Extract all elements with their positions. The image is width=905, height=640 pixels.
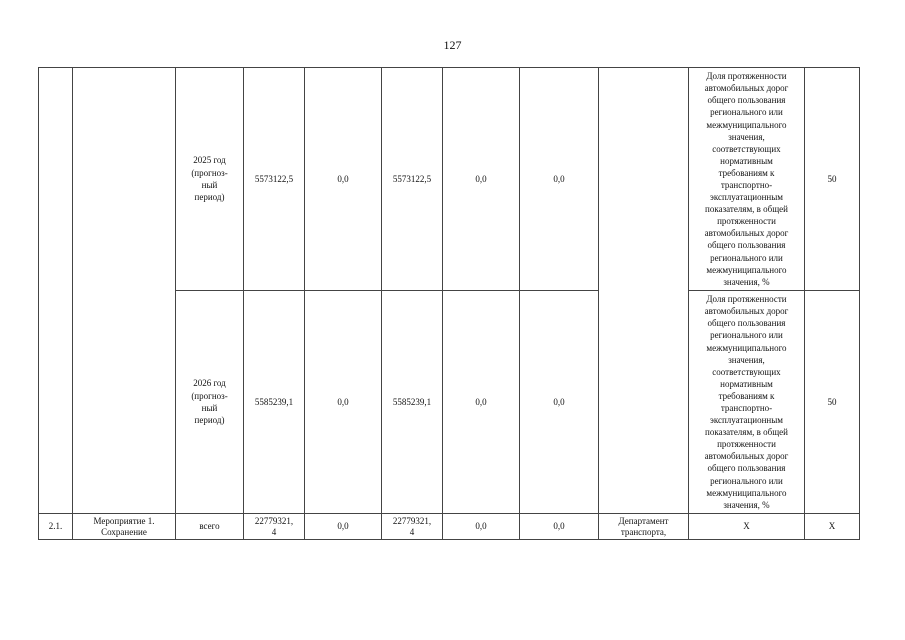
indicator-line: автомобильных дорог <box>704 83 789 94</box>
indicator-line: значения, <box>728 354 765 365</box>
value-cell: 0,0 <box>520 68 599 291</box>
name-cell <box>73 514 176 540</box>
executor-line: Департамент <box>618 515 669 526</box>
year-line: период) <box>194 192 225 203</box>
total-cell: 5573122,5 <box>244 68 305 291</box>
indicator-line: нормативным <box>720 155 773 166</box>
year-line: 2025 год <box>193 155 226 166</box>
target-cell: Х <box>805 514 860 540</box>
indicator-line: общего пользования <box>707 240 786 251</box>
indicator-line: Доля протяженности <box>706 294 787 305</box>
value-cell: 0,0 <box>443 68 520 291</box>
indicator-cell <box>689 68 805 291</box>
indicator-line: показателям, в общей <box>705 204 788 215</box>
table-row <box>39 514 860 540</box>
name-line: Мероприятие 1. <box>93 515 155 526</box>
value-cell: 0,0 <box>305 68 382 291</box>
indicator-line: требованиям к <box>718 167 775 178</box>
indicator-line: регионального или <box>710 330 783 341</box>
indicator-line: значения, % <box>723 276 770 287</box>
target-cell: 50 <box>805 68 860 291</box>
value-cell: 0,0 <box>443 514 520 540</box>
indicator-line: эксплуатационным <box>709 415 783 426</box>
total-line: 22779321, <box>254 515 294 526</box>
indicator-line: автомобильных дорог <box>704 228 789 239</box>
total-cell <box>244 514 305 540</box>
value-cell: 0,0 <box>520 291 599 514</box>
year-line: (прогноз- <box>191 167 228 178</box>
year-line: ный <box>201 403 218 413</box>
value-line: 4 <box>409 526 415 537</box>
executor-line: транспорта, <box>620 526 667 537</box>
table-row <box>39 68 860 291</box>
number-cell: 2.1. <box>39 514 73 540</box>
value-cell: 0,0 <box>305 514 382 540</box>
value-cell <box>382 514 443 540</box>
name-line: Сохранение <box>101 526 147 537</box>
indicator-line: регионального или <box>710 252 783 263</box>
indicator-line: межмуниципального <box>706 119 787 130</box>
indicator-line: общего пользования <box>707 463 786 474</box>
indicator-line: общего пользования <box>707 95 786 106</box>
number-cell <box>39 68 73 514</box>
indicator-line: регионального или <box>710 107 783 118</box>
indicator-line: значения, <box>728 131 765 142</box>
target-cell: 50 <box>805 291 860 514</box>
indicator-cell <box>689 291 805 514</box>
indicator-line: протяженности <box>717 439 776 450</box>
indicator-line: транспортно- <box>720 403 773 413</box>
indicator-line: межмуниципального <box>706 487 787 498</box>
indicator-line: протяженности <box>717 216 776 227</box>
indicator-cell: Х <box>689 514 805 540</box>
year-line: 2026 год <box>193 378 226 389</box>
page-number: 127 <box>443 38 462 52</box>
indicator-line: автомобильных дорог <box>704 451 789 462</box>
executor-cell <box>599 68 689 514</box>
year-line: ный <box>201 180 218 190</box>
indicator-line: межмуниципального <box>706 264 787 275</box>
value-cell: 5573122,5 <box>382 68 443 291</box>
indicator-line: эксплуатационным <box>709 192 783 203</box>
indicator-line: требованиям к <box>718 390 775 401</box>
executor-cell <box>599 514 689 540</box>
year-line: (прогноз- <box>191 390 228 401</box>
year-cell: всего <box>176 514 244 540</box>
program-table <box>38 67 860 540</box>
indicator-line: нормативным <box>720 378 773 389</box>
indicator-line: соответствующих <box>712 366 781 377</box>
value-cell: 5585239,1 <box>382 291 443 514</box>
indicator-line: значения, % <box>723 499 770 510</box>
total-line: 4 <box>271 526 277 537</box>
year-line: период) <box>194 415 225 426</box>
total-cell: 5585239,1 <box>244 291 305 514</box>
value-cell: 0,0 <box>443 291 520 514</box>
year-cell <box>176 291 244 514</box>
indicator-line: автомобильных дорог <box>704 306 789 317</box>
indicator-line: транспортно- <box>720 180 773 190</box>
indicator-line: общего пользования <box>707 318 786 329</box>
indicator-line: регионального или <box>710 475 783 486</box>
name-cell <box>73 68 176 514</box>
value-line: 22779321, <box>392 515 432 526</box>
indicator-line: Доля протяженности <box>706 71 787 82</box>
value-cell: 0,0 <box>520 514 599 540</box>
indicator-line: соответствующих <box>712 143 781 154</box>
value-cell: 0,0 <box>305 291 382 514</box>
indicator-line: межмуниципального <box>706 342 787 353</box>
year-cell <box>176 68 244 291</box>
indicator-line: показателям, в общей <box>705 427 788 438</box>
